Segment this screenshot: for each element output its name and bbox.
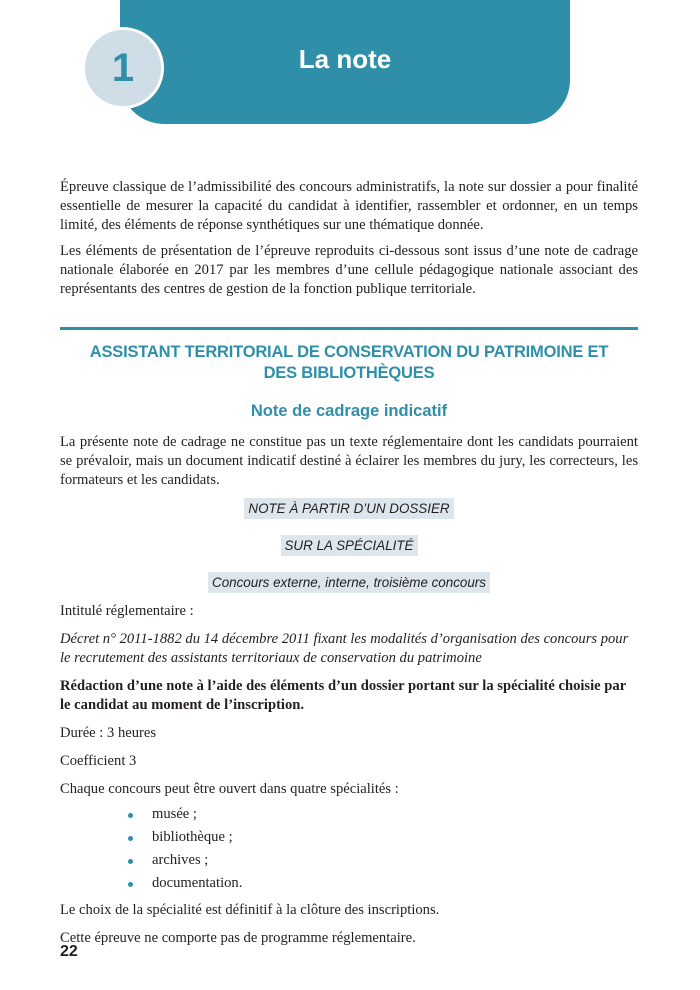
list-item [128,872,638,895]
chapter-number-badge: 1 [82,27,164,109]
coefficient-text: Coefficient 3 [60,753,137,769]
framing-paragraph: La présente note de cadrage ne constitue pas un texte réglementaire dont les candidats pourraient se prévaloir, mais un document indicatif destiné à éclairer les membres du jury, les correcteurs, les formateurs et les candidats. [60,434,638,488]
bullet-icon [128,859,133,864]
intro-paragraph-1: Épreuve classique de l’admissibilité des concours administratifs, la note sur dossier a pour finalité essentielle de mesurer la capacité du candidat à identifier, rassembler et ordonner, en un temps limité, des éléments de réponse synthétiques sur une thématique donnée. [60,179,638,233]
highlight-row-3 [60,572,638,593]
list-item-label: documentation. [152,875,243,891]
intitule-label: Intitulé réglementaire : [60,603,194,619]
section-subtitle: Note de cadrage indicatif [250,402,448,420]
specialties-intro: Chaque concours peut être ouvert dans quatre spécialités : [60,781,399,797]
list-item-label: bibliothèque ; [152,829,233,845]
highlight-row-1 [60,498,638,519]
highlight-note-dossier: NOTE À PARTIR D’UN DOSSIER [244,498,453,519]
bullet-icon [128,882,133,887]
list-item [128,826,638,849]
highlight-row-2 [60,535,638,556]
section-divider [60,327,638,330]
list-item [128,849,638,872]
list-item-label: musée ; [152,806,197,822]
chapter-title: La note [298,44,392,74]
choice-note: Le choix de la spécialité est définitif à la clôture des inscriptions. [60,902,440,918]
list-item [128,803,638,826]
page-number: 22 [60,943,78,960]
specialties-list [60,803,638,895]
bullet-icon [128,813,133,818]
highlight-specialite: SUR LA SPÉCIALITÉ [281,535,418,556]
highlight-concours: Concours externe, interne, troisième concours [208,572,490,593]
section-title-line-2: DES BIBLIOTHÈQUES [263,364,435,382]
section-title-line-1: ASSISTANT TERRITORIAL DE CONSERVATION DU PATRIMOINE ET [89,343,609,361]
intro-paragraph-2: Les éléments de présentation de l’épreuve reproduits ci-dessous sont issus d’une note de cadrage nationale élaborée en 2017 par les membres d’une cellule pédagogique nationale associant des représentants des centres de gestion de la fonction publique territoriale. [60,243,638,297]
bullet-icon [128,836,133,841]
duration-text: Durée : 3 heures [60,725,157,741]
list-item-label: archives ; [152,852,209,868]
program-note: Cette épreuve ne comporte pas de programme réglementaire. [60,930,416,946]
section-title [60,342,638,384]
bold-statement: Rédaction d’une note à l’aide des éléments d’un dossier portant sur la spécialité choisie par le candidat au moment de l’inscription. [60,678,626,713]
page-content [60,178,638,948]
decree-text: Décret n° 2011-1882 du 14 décembre 2011 fixant les modalités d’organisation des concours pour le recrutement des assistants territoriaux de conservation du patrimoine [60,631,629,666]
